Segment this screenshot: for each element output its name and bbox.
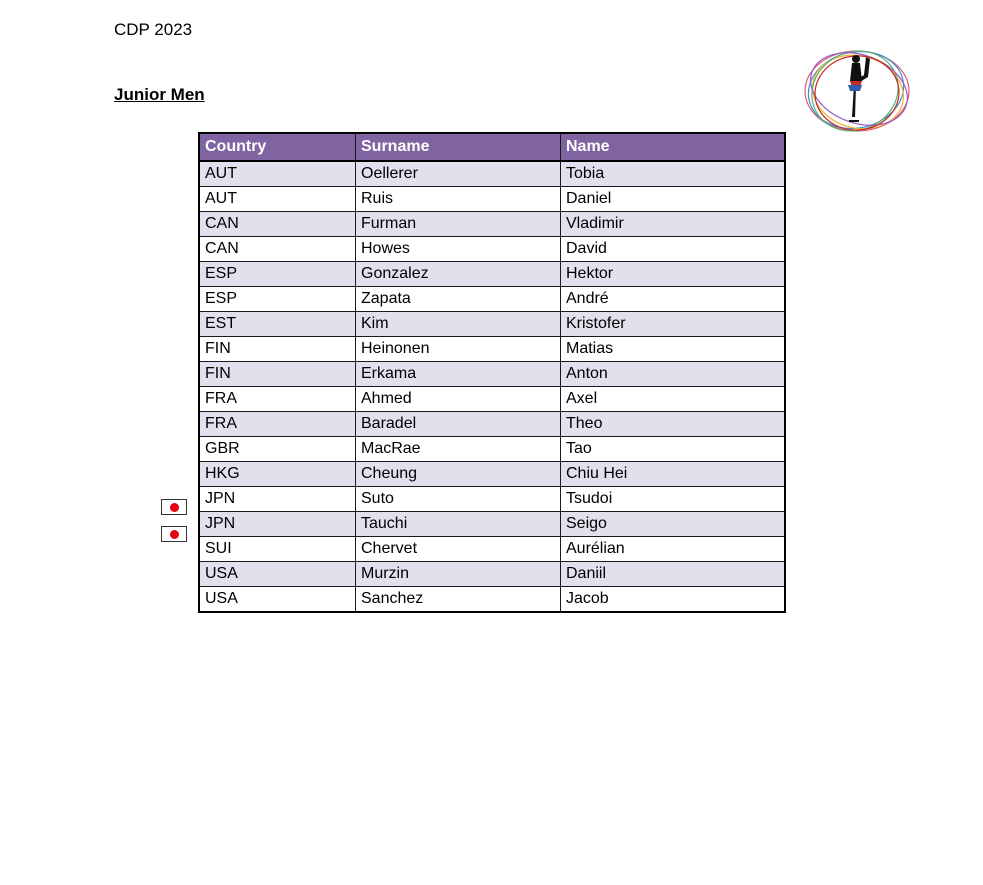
- cell-country: FRA: [199, 412, 356, 437]
- japan-flag-icon: [161, 499, 187, 515]
- cell-country: ESP: [199, 287, 356, 312]
- table-row: [199, 587, 785, 613]
- cell-surname: Heinonen: [356, 337, 561, 362]
- cell-name: Tobia: [561, 161, 786, 187]
- table-row: [199, 437, 785, 462]
- cell-surname: Chervet: [356, 537, 561, 562]
- cell-country: AUT: [199, 161, 356, 187]
- cell-country: SUI: [199, 537, 356, 562]
- table-row: [199, 287, 785, 312]
- cell-country: EST: [199, 312, 356, 337]
- cell-surname: Zapata: [356, 287, 561, 312]
- cell-country: CAN: [199, 212, 356, 237]
- japan-flag-icon: [161, 526, 187, 542]
- cell-name: Daniil: [561, 562, 786, 587]
- cell-country: JPN: [199, 512, 356, 537]
- cell-country: CAN: [199, 237, 356, 262]
- cell-name: Seigo: [561, 512, 786, 537]
- cell-surname: Tauchi: [356, 512, 561, 537]
- cell-surname: Murzin: [356, 562, 561, 587]
- cell-surname: Oellerer: [356, 161, 561, 187]
- cell-surname: Erkama: [356, 362, 561, 387]
- cell-country: USA: [199, 562, 356, 587]
- table-row: [199, 562, 785, 587]
- table-row: [199, 412, 785, 437]
- figure-skater-logo-icon: [802, 47, 912, 135]
- cell-name: Aurélian: [561, 537, 786, 562]
- table-row: [199, 387, 785, 412]
- table-header-row: [199, 133, 785, 161]
- cell-surname: Cheung: [356, 462, 561, 487]
- cell-surname: Kim: [356, 312, 561, 337]
- cell-surname: Baradel: [356, 412, 561, 437]
- cell-surname: Ruis: [356, 187, 561, 212]
- cell-name: Hektor: [561, 262, 786, 287]
- cell-name: Theo: [561, 412, 786, 437]
- cell-country: GBR: [199, 437, 356, 462]
- category-title: Junior Men: [114, 85, 205, 104]
- cell-surname: MacRae: [356, 437, 561, 462]
- cell-name: Tao: [561, 437, 786, 462]
- column-header-country: Country: [199, 133, 356, 161]
- cell-name: Axel: [561, 387, 786, 412]
- cell-country: USA: [199, 587, 356, 613]
- cell-country: ESP: [199, 262, 356, 287]
- participants-table: [198, 132, 786, 613]
- table-row: [199, 512, 785, 537]
- cell-country: HKG: [199, 462, 356, 487]
- cell-name: André: [561, 287, 786, 312]
- cell-country: JPN: [199, 487, 356, 512]
- cell-name: Daniel: [561, 187, 786, 212]
- cell-surname: Sanchez: [356, 587, 561, 613]
- table-row: [199, 212, 785, 237]
- cell-surname: Furman: [356, 212, 561, 237]
- cell-name: Tsudoi: [561, 487, 786, 512]
- cell-country: FIN: [199, 337, 356, 362]
- table-row: [199, 312, 785, 337]
- flag-red-disc: [170, 503, 179, 512]
- cell-name: Matias: [561, 337, 786, 362]
- cell-surname: Ahmed: [356, 387, 561, 412]
- table-row: [199, 487, 785, 512]
- table-body: [199, 161, 785, 612]
- column-header-name: Name: [561, 133, 786, 161]
- cell-name: Chiu Hei: [561, 462, 786, 487]
- cell-country: FRA: [199, 387, 356, 412]
- cell-country: FIN: [199, 362, 356, 387]
- table-row: [199, 161, 785, 187]
- cell-name: Anton: [561, 362, 786, 387]
- cell-country: AUT: [199, 187, 356, 212]
- table-row: [199, 537, 785, 562]
- table-row: [199, 262, 785, 287]
- flag-red-disc: [170, 530, 179, 539]
- cell-name: Kristofer: [561, 312, 786, 337]
- table-row: [199, 337, 785, 362]
- cell-name: David: [561, 237, 786, 262]
- table-row: [199, 237, 785, 262]
- table-row: [199, 187, 785, 212]
- table-row: [199, 362, 785, 387]
- cell-surname: Howes: [356, 237, 561, 262]
- cell-surname: Gonzalez: [356, 262, 561, 287]
- column-header-surname: Surname: [356, 133, 561, 161]
- event-title: CDP 2023: [114, 20, 193, 39]
- cell-name: Jacob: [561, 587, 786, 613]
- table-row: [199, 462, 785, 487]
- cell-name: Vladimir: [561, 212, 786, 237]
- cell-surname: Suto: [356, 487, 561, 512]
